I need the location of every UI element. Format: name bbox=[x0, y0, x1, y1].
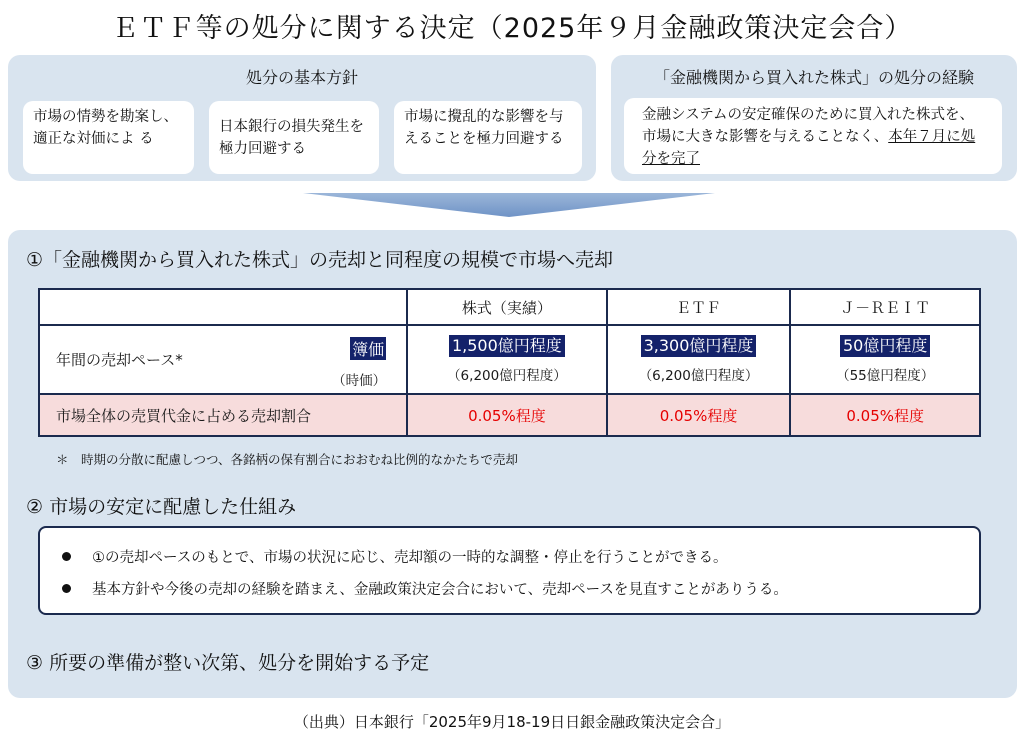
section2-heading: ② 市場の安定に配慮した仕組み bbox=[26, 496, 297, 518]
experience-panel bbox=[611, 55, 1017, 181]
table-header-row bbox=[39, 289, 980, 325]
ratio-label: 市場全体の売買代金に占める売却割合 bbox=[39, 394, 407, 436]
list-item bbox=[62, 578, 788, 599]
policy-card-fair-price: 市場の情勢を勘案し、適正な対価によ る bbox=[23, 101, 194, 174]
pace-label-cell bbox=[39, 325, 407, 394]
pace-cell-etf bbox=[607, 325, 791, 394]
section1-heading: ①「金融機関から買入れた株式」の売却と同程度の規模で市場へ売却 bbox=[26, 249, 614, 271]
basic-policy-panel bbox=[8, 55, 596, 181]
market-value-label: （時価） bbox=[332, 373, 387, 389]
bullet-text-adjust: ①の売却ペースのもとで、市場の状況に応じ、売却額の一時的な調整・停止を行うことができる。 bbox=[92, 550, 728, 566]
pace-market-etf: （6,200億円程度） bbox=[638, 368, 759, 384]
policy-card-avoid-loss bbox=[209, 101, 379, 174]
down-arrow-icon bbox=[303, 193, 715, 217]
pace-book-etf: 3,300億円程度 bbox=[641, 335, 757, 357]
table-row-pace bbox=[39, 325, 980, 394]
page-title: ＥＴＦ等の処分に関する決定（2025年９月金融政策決定会合） bbox=[111, 13, 913, 44]
experience-card bbox=[624, 98, 1002, 174]
policy-card-avoid-disruption: 市場に攪乱的な影響を与えることを極力回避する bbox=[394, 101, 582, 174]
section3-heading: ③ 所要の準備が整い次第、処分を開始する予定 bbox=[26, 652, 430, 674]
col-header-stocks: 株式（実績） bbox=[407, 289, 607, 325]
table-row-ratio bbox=[39, 394, 980, 436]
stability-mechanism-box bbox=[38, 526, 981, 615]
ratio-etf: 0.05%程度 bbox=[607, 394, 791, 436]
pace-book-jreit: 50億円程度 bbox=[840, 335, 930, 357]
book-value-label: 簿価 bbox=[350, 337, 386, 360]
pace-label: 年間の売却ペース* bbox=[56, 351, 183, 369]
policy-card-avoid-loss-text: 日本銀行の損失発生を極力回避する bbox=[219, 118, 364, 157]
basic-policy-heading: 処分の基本方針 bbox=[245, 68, 358, 87]
experience-heading: 「金融機関から買入れた株式」の処分の経験 bbox=[653, 68, 974, 87]
pace-market-jreit: （55億円程度） bbox=[836, 368, 935, 384]
pace-book-stocks: 1,500億円程度 bbox=[449, 335, 565, 357]
pace-cell-jreit bbox=[790, 325, 980, 394]
col-header-etf: ＥＴＦ bbox=[607, 289, 791, 325]
source-citation: （出典）日本銀行「2025年9月18-19日日銀金融政策決定会合」 bbox=[293, 713, 731, 731]
bullet-icon bbox=[62, 552, 71, 561]
bullet-icon bbox=[62, 584, 71, 593]
pace-cell-stocks bbox=[407, 325, 607, 394]
sale-pace-table bbox=[38, 288, 981, 437]
experience-text: 金融システムの安定確保のために買入れた株式を、市場に大きな影響を与えることなく、 bbox=[642, 107, 975, 145]
bullet-text-review: 基本方針や今後の売却の経験を踏まえ、金融政策決定会合において、売却ペースを見直すことがありうる。 bbox=[92, 582, 788, 598]
pace-market-stocks: （6,200億円程度） bbox=[447, 368, 567, 384]
decision-panel bbox=[8, 230, 1017, 698]
ratio-jreit: 0.05%程度 bbox=[790, 394, 980, 436]
col-header-jreit: Ｊ－ＲＥＩＴ bbox=[790, 289, 980, 325]
list-item bbox=[62, 546, 727, 567]
table-footnote: ＊ 時期の分散に配慮しつつ、各銘柄の保有割合におおむね比例的なかたちで売却 bbox=[56, 452, 518, 467]
experience-completed-text: 本年７月に処分を完了 bbox=[642, 129, 976, 167]
ratio-stocks: 0.05%程度 bbox=[407, 394, 607, 436]
table-header-blank bbox=[39, 289, 407, 325]
